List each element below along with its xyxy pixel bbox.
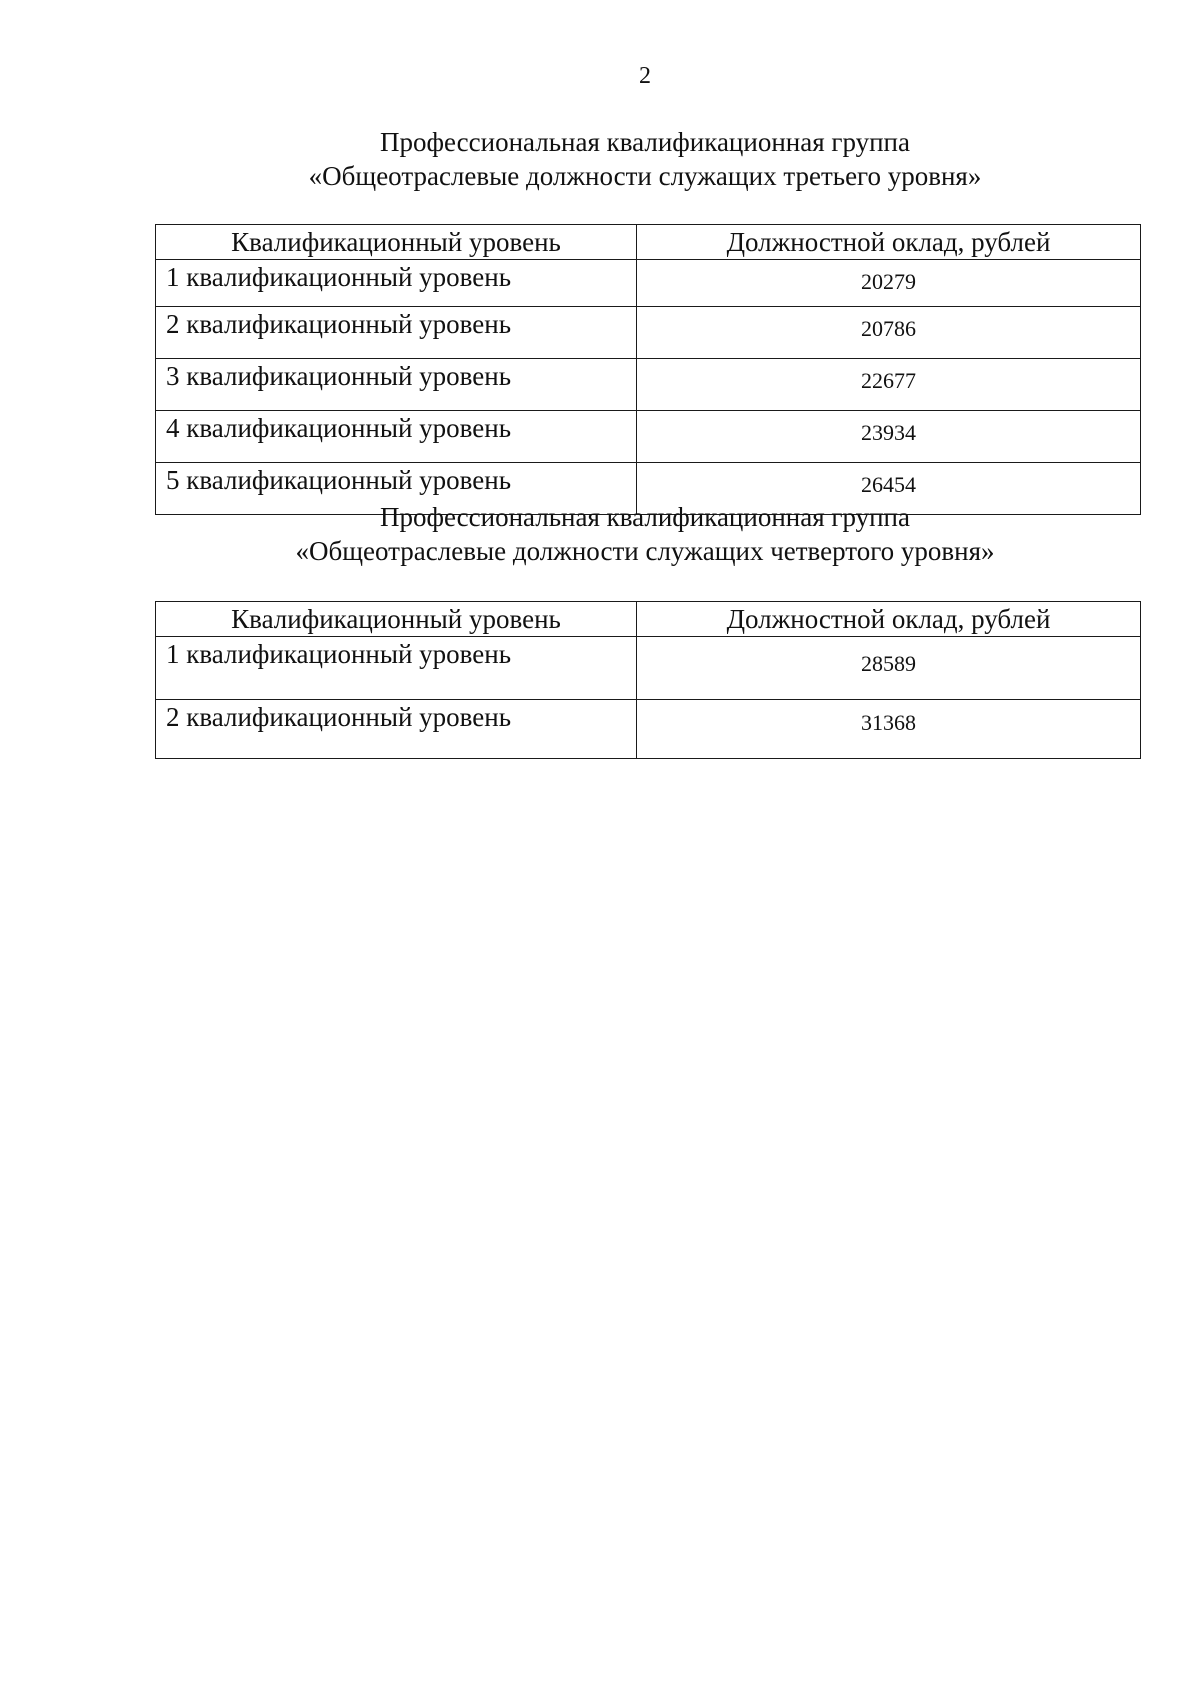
group-title-line: «Общеотраслевые должности служащих третьего уровня» <box>308 161 982 191</box>
table-row <box>156 307 1141 359</box>
page-number: 2 <box>639 63 651 89</box>
column-header-level: Квалификационный уровень <box>156 225 637 260</box>
salary-table <box>155 224 1141 515</box>
group-title-line: Профессиональная квалификационная группа <box>380 127 910 157</box>
salary-cell: 20786 <box>637 307 1141 359</box>
table-header-row <box>156 225 1141 260</box>
column-header-salary: Должностной оклад, рублей <box>637 602 1141 637</box>
table-row <box>156 359 1141 411</box>
group-title-line: Профессиональная квалификационная группа <box>380 502 910 532</box>
column-header-salary: Должностной оклад, рублей <box>637 225 1141 260</box>
qualification-level-cell: 4 квалификационный уровень <box>156 411 637 463</box>
table-row <box>156 411 1141 463</box>
salary-cell: 28589 <box>637 637 1141 700</box>
qualification-level-cell: 1 квалификационный уровень <box>156 637 637 700</box>
salary-cell: 26454 <box>637 463 1141 515</box>
qualification-level-cell: 2 квалификационный уровень <box>156 307 637 359</box>
salary-cell: 22677 <box>637 359 1141 411</box>
column-header-level: Квалификационный уровень <box>156 602 637 637</box>
salary-cell: 31368 <box>637 700 1141 759</box>
table-row <box>156 700 1141 759</box>
group-title <box>0 125 1200 193</box>
qualification-level-cell: 3 квалификационный уровень <box>156 359 637 411</box>
salary-table <box>155 601 1141 759</box>
table-row <box>156 637 1141 700</box>
table-header-row <box>156 602 1141 637</box>
salary-cell: 23934 <box>637 411 1141 463</box>
qualification-level-cell: 1 квалификационный уровень <box>156 260 637 307</box>
qualification-level-cell: 2 квалификационный уровень <box>156 700 637 759</box>
group-title-line: «Общеотраслевые должности служащих четвертого уровня» <box>295 536 995 566</box>
qualification-level-cell: 5 квалификационный уровень <box>156 463 637 515</box>
group-title <box>0 500 1200 568</box>
table-row <box>156 260 1141 307</box>
salary-cell: 20279 <box>637 260 1141 307</box>
